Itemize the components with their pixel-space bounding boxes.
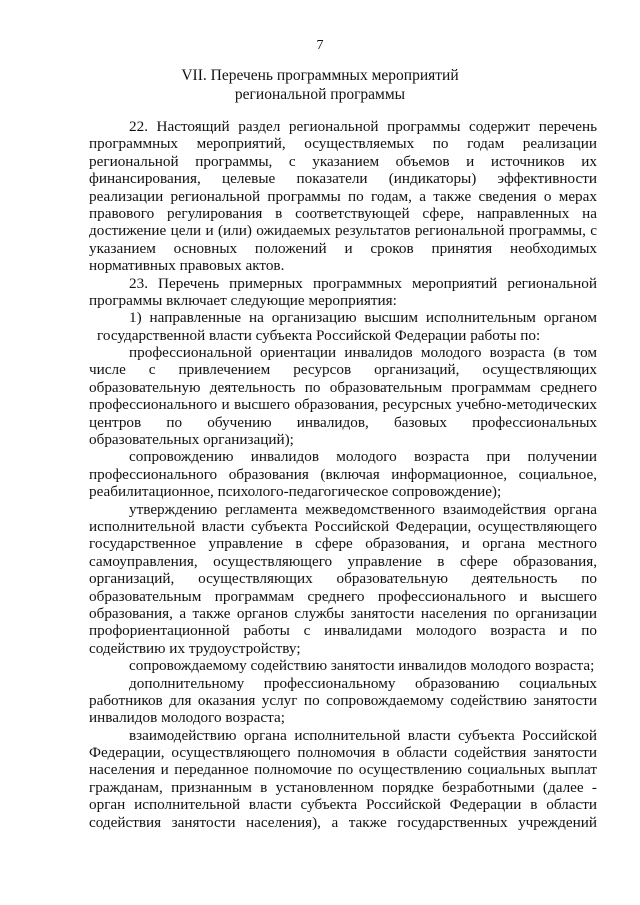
text-line: образовательным программам среднего профессионального и высшего [89,587,597,605]
text-line: взаимодействию органа исполнительной власти субъекта Российской [129,726,597,744]
text-line: указанием основных положений и сроков принятия необходимых [89,239,597,257]
text-line: орган исполнительной власти субъекта Российской Федерации в области [89,796,597,814]
text-line: программы включает следующие мероприятия: [89,291,397,309]
page-number: 7 [316,38,324,53]
text-line: Федерации, осуществляющего полномочия в области содействия занятости [89,744,597,762]
text-line: реализации региональной программы по годам, а также сведения о мерах [89,187,597,205]
text-line: центров по обучению инвалидов, базовых профессиональных [89,413,597,431]
text-line: профессионального образования (включая информационное, социальное, [89,465,597,483]
section-heading-line-1: VII. Перечень программных мероприятий [181,67,459,84]
section-heading [0,66,640,104]
section-heading-line-2: региональной программы [234,86,406,103]
body-text [89,118,597,831]
text-line: профессиональной ориентации инвалидов молодого возраста (в том [129,344,597,362]
text-line: организаций, осуществляющих образовательную деятельность по [89,570,597,588]
text-line: числе с привлечением ресурсов организаций, осуществляющих [89,361,597,379]
text-line: дополнительному профессиональному образованию социальных [129,674,597,692]
text-line: государственной власти субъекта Российской Федерации работы по: [97,326,541,344]
text-line: достижение цели и (или) ожидаемых результатов региональной программы, с [89,222,597,240]
text-line: образовательных организаций); [89,431,294,449]
text-line: 23. Перечень примерных программных мероприятий региональной [129,274,597,292]
text-line: финансирования, целевые показатели (индикаторы) эффективности [89,170,597,188]
text-line: сопровождаемому содействию занятости инвалидов молодого возраста; [129,657,595,675]
text-line: профориентационной работы с инвалидами молодого возраста и по [89,622,597,640]
text-line: правового регулирования в соответствующей сфере, направленных на [89,204,597,222]
text-line: гражданам, признанным в установленном порядке безработными (далее - [89,778,597,796]
text-line: сопровождению инвалидов молодого возраста при получении [129,448,597,466]
text-line: региональной программы, с указанием объемов и источников их [89,152,597,170]
text-line: реабилитационное, психолого-педагогическое сопровождение); [89,483,502,501]
text-line: содействия занятости населения), а также государственных учреждений [89,813,597,831]
text-line: работников для оказания услуг по сопровождаемому содействию занятости [89,691,597,709]
text-line: населения и переданное полномочие по осуществлению социальных выплат [89,761,597,779]
text-line: 22. Настоящий раздел региональной программы содержит перечень [129,118,597,135]
text-line: содействию их трудоустройству; [89,639,301,657]
text-line: образовательную деятельность по образовательным программам среднего [89,378,597,396]
text-line: программных мероприятий, осуществляемых по годам реализации [89,135,597,153]
text-line: самоуправления, осуществляющего управление в сфере образования, [89,552,597,570]
text-line: инвалидов молодого возраста; [89,709,285,727]
text-line: государственное управление в сфере образования, и органа местного [89,535,597,553]
text-line: 1) направленные на организацию высшим исполнительным органом [129,309,597,327]
text-line: исполнительной власти субъекта Российской Федерации, осуществляющего [89,517,597,535]
text-line: нормативных правовых актов. [89,257,285,275]
text-line: утверждению регламента межведомственного взаимодействия органа [129,500,597,518]
text-line: образования, а также органов службы занятости населения по организации [89,604,597,622]
text-line: профессионального и высшего образования, ресурсных учебно-методических [89,396,597,414]
